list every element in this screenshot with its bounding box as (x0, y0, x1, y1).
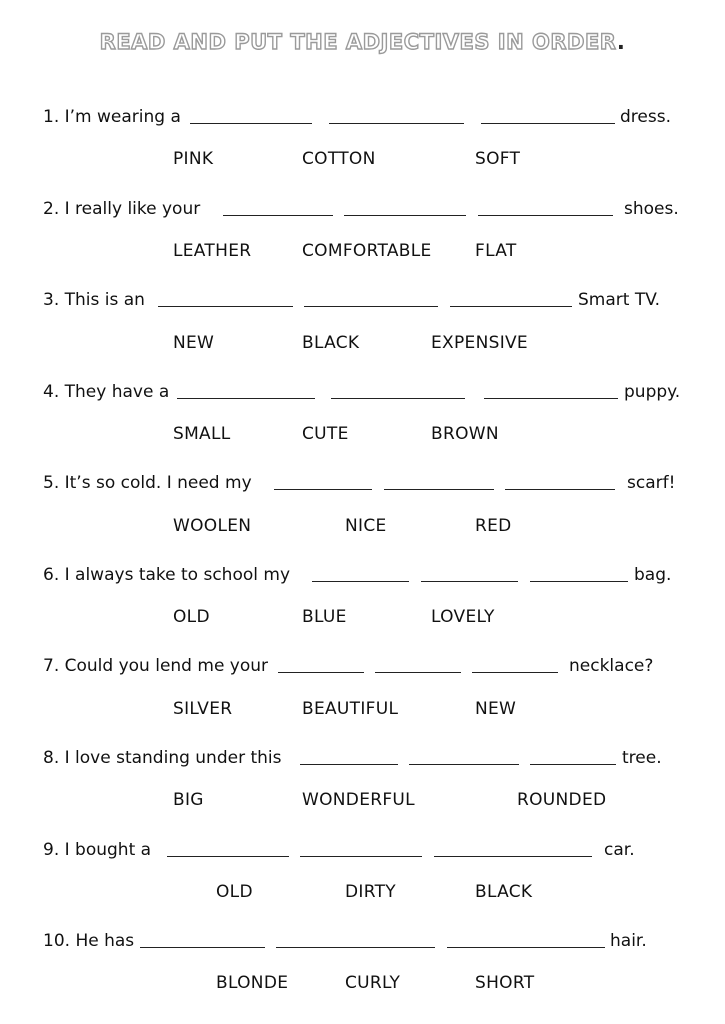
question-5 (0, 467, 725, 493)
option-word: LEATHER (173, 241, 252, 261)
option-word: RED (475, 516, 512, 536)
title-period: . (616, 30, 626, 54)
question-7-suffix: necklace? (569, 656, 654, 676)
answer-blank-4c[interactable] (484, 398, 618, 399)
question-6-suffix: bag. (634, 565, 672, 585)
option-word: SMALL (173, 424, 231, 444)
option-word: OLD (173, 607, 210, 627)
option-word: WONDERFUL (302, 790, 415, 810)
question-6-prefix: 6. I always take to school my (43, 565, 291, 585)
option-word: OLD (216, 882, 253, 902)
question-7-prefix: 7. Could you lend me your (43, 656, 269, 676)
question-10-prefix: 10. He has (43, 931, 135, 951)
question-10-suffix: hair. (610, 931, 647, 951)
question-9 (0, 834, 725, 860)
question-2-suffix: shoes. (624, 199, 679, 219)
option-word: NEW (173, 333, 215, 353)
question-8-prefix: 8. I love standing under this (43, 748, 282, 768)
option-word: EXPENSIVE (431, 333, 528, 353)
options-3 (0, 333, 725, 357)
question-2 (0, 193, 725, 219)
options-1 (0, 149, 725, 173)
question-4 (0, 376, 725, 402)
option-word: BIG (173, 790, 204, 810)
answer-blank-6b[interactable] (421, 581, 518, 582)
option-word: DIRTY (345, 882, 396, 902)
option-word: PINK (173, 149, 214, 169)
option-word: LOVELY (431, 607, 495, 627)
options-6 (0, 607, 725, 631)
options-2 (0, 241, 725, 265)
option-word: NEW (475, 699, 517, 719)
answer-blank-3b[interactable] (304, 306, 438, 307)
question-6 (0, 559, 725, 585)
options-4 (0, 424, 725, 448)
question-5-prefix: 5. It’s so cold. I need my (43, 473, 252, 493)
answer-blank-8c[interactable] (530, 764, 616, 765)
option-word: BEAUTIFUL (302, 699, 399, 719)
option-word: NICE (345, 516, 387, 536)
option-word: WOOLEN (173, 516, 252, 536)
options-7 (0, 699, 725, 723)
answer-blank-9c[interactable] (434, 856, 592, 857)
answer-blank-6a[interactable] (312, 581, 409, 582)
answer-blank-10c[interactable] (447, 947, 605, 948)
answer-blank-5b[interactable] (384, 489, 494, 490)
answer-blank-2c[interactable] (478, 215, 613, 216)
option-word: SHORT (475, 973, 535, 993)
option-word: SOFT (475, 149, 521, 169)
option-word: SILVER (173, 699, 233, 719)
answer-blank-1c[interactable] (481, 123, 615, 124)
answer-blank-5c[interactable] (505, 489, 615, 490)
answer-blank-4a[interactable] (177, 398, 315, 399)
answer-blank-1a[interactable] (190, 123, 312, 124)
question-9-prefix: 9. I bought a (43, 840, 152, 860)
answer-blank-2b[interactable] (344, 215, 466, 216)
answer-blank-9a[interactable] (167, 856, 289, 857)
question-4-prefix: 4. They have a (43, 382, 170, 402)
option-word: BLUE (302, 607, 347, 627)
question-1 (0, 101, 725, 127)
title-text: READ AND PUT THE ADJECTIVES IN ORDER (99, 30, 617, 54)
question-1-prefix: 1. I’m wearing a (43, 107, 181, 127)
question-10 (0, 925, 725, 951)
answer-blank-1b[interactable] (329, 123, 464, 124)
option-word: BLACK (475, 882, 533, 902)
option-word: COMFORTABLE (302, 241, 432, 261)
answer-blank-7c[interactable] (472, 672, 558, 673)
question-3-prefix: 3. This is an (43, 290, 145, 310)
answer-blank-7b[interactable] (375, 672, 461, 673)
options-10 (0, 973, 725, 997)
answer-blank-10a[interactable] (140, 947, 265, 948)
question-8 (0, 742, 725, 768)
options-5 (0, 516, 725, 540)
question-3-suffix: Smart TV. (578, 290, 661, 310)
option-word: FLAT (475, 241, 517, 261)
answer-blank-6c[interactable] (530, 581, 628, 582)
option-word: CURLY (345, 973, 401, 993)
question-3 (0, 284, 725, 310)
answer-blank-3a[interactable] (158, 306, 293, 307)
question-1-suffix: dress. (620, 107, 671, 127)
option-word: CUTE (302, 424, 349, 444)
answer-blank-9b[interactable] (300, 856, 422, 857)
answer-blank-2a[interactable] (223, 215, 333, 216)
option-word: BLACK (302, 333, 360, 353)
answer-blank-4b[interactable] (331, 398, 465, 399)
question-4-suffix: puppy. (624, 382, 681, 402)
answer-blank-7a[interactable] (278, 672, 364, 673)
options-9 (0, 882, 725, 906)
answer-blank-10b[interactable] (276, 947, 435, 948)
option-word: COTTON (302, 149, 376, 169)
answer-blank-3c[interactable] (450, 306, 572, 307)
question-9-suffix: car. (604, 840, 635, 860)
answer-blank-5a[interactable] (274, 489, 372, 490)
option-word: BROWN (431, 424, 499, 444)
answer-blank-8b[interactable] (409, 764, 519, 765)
question-2-prefix: 2. I really like your (43, 199, 201, 219)
option-word: BLONDE (216, 973, 289, 993)
question-5-suffix: scarf! (627, 473, 676, 493)
worksheet-title (0, 30, 725, 54)
options-8 (0, 790, 725, 814)
answer-blank-8a[interactable] (300, 764, 398, 765)
option-word: ROUNDED (517, 790, 607, 810)
question-8-suffix: tree. (622, 748, 662, 768)
question-7 (0, 650, 725, 676)
